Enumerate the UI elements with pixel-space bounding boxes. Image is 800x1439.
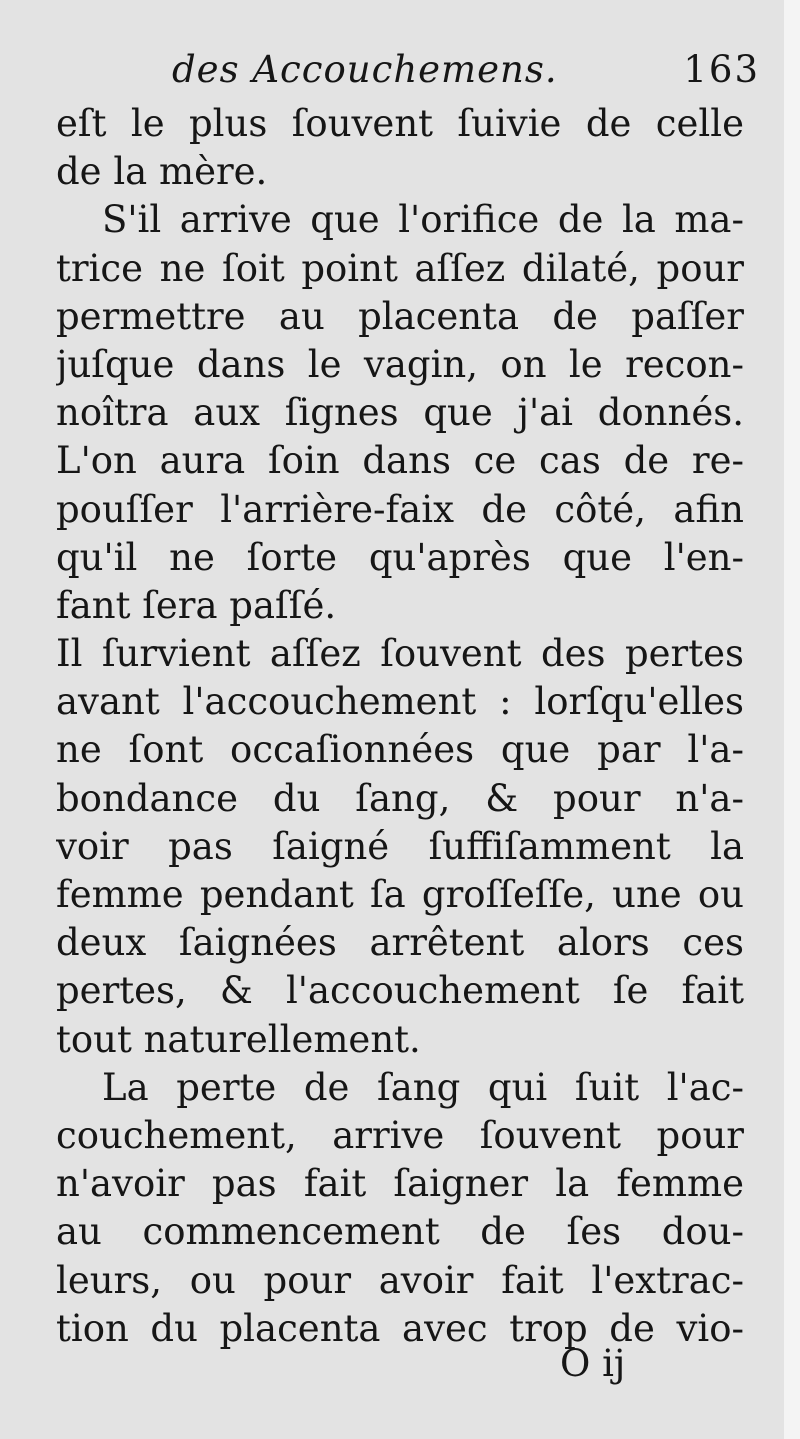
page-number: 163 (683, 48, 760, 91)
text-line: L'on aura ſoin dans ce cas de re- (56, 439, 744, 483)
text-line: La perte de ſang qui ſuit l'ac- (102, 1065, 744, 1109)
text-line: pertes, & l'accouchement ſe fait (56, 969, 744, 1013)
body-text (56, 100, 744, 1353)
text-line: tion du placenta avec trop de vio- (56, 1306, 744, 1350)
page-header (60, 40, 760, 102)
text-line: juſque dans le vagin, on le recon- (56, 342, 744, 386)
text-line: trice ne ſoit point aſſez dilaté, pour (56, 246, 744, 290)
text-line: n'avoir pas fait ſaigner la femme (56, 1162, 744, 1206)
text-line: qu'il ne ſorte qu'après que l'en- (56, 535, 744, 579)
text-line: pouſſer l'arrière-faix de côté, afin (56, 487, 744, 531)
signature-mark: O ij (560, 1342, 626, 1385)
text-line: Il ſurvient aſſez ſouvent des pertes (56, 632, 744, 676)
text-line: femme pendant ſa groſſeſſe, une ou (56, 873, 744, 916)
text-line: fant ſera paſſé. (56, 583, 337, 627)
text-line: leurs, ou pour avoir fait l'extrac- (56, 1258, 744, 1302)
text-line: deux ſaignées arrêtent alors ces (56, 921, 744, 965)
text-line: noîtra aux ſignes que j'ai donnés. (56, 391, 744, 435)
text-line: avant l'accouchement : lorſqu'elles (56, 680, 744, 724)
text-line: tout naturellement. (56, 1017, 421, 1061)
text-line: couchement, arrive ſouvent pour (56, 1113, 744, 1157)
page-edge (784, 0, 800, 1439)
text-line: voir pas ſaigné ſuffiſamment la (56, 824, 744, 868)
text-line: de la mère. (56, 150, 268, 194)
text-line: au commencement de ſes dou- (56, 1210, 744, 1254)
text-line: eſt le plus ſouvent ſuivie de celle (56, 102, 744, 145)
running-head: des Accouchemens. (172, 48, 558, 91)
text-line: permettre au placenta de paſſer (56, 294, 744, 338)
text-line: ne ſont occaſionnées que par l'a- (56, 728, 744, 772)
text-line: bondance du ſang, & pour n'a- (56, 776, 744, 820)
text-line: S'il arrive que l'orifice de la ma- (102, 198, 744, 242)
